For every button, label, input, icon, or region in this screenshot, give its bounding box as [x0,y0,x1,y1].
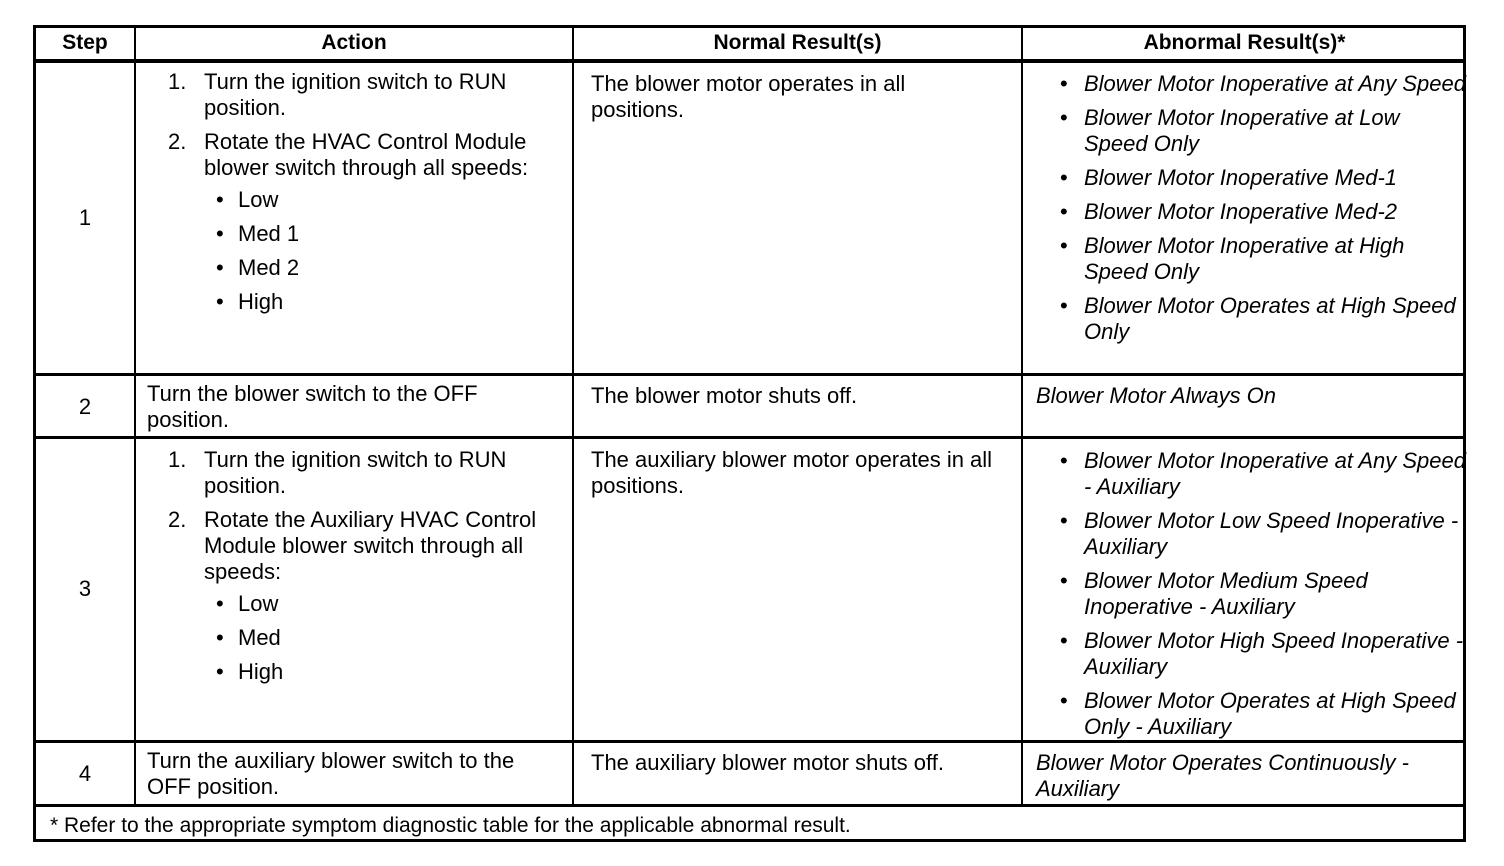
abnormal-result-item: • Blower Motor Medium Speed Inoperative - Auxiliary [1036,568,1466,620]
normal-result: The auxiliary blower motor operates in all positions. [591,447,993,498]
col-divider-3 [1021,28,1023,804]
header-step: Step [62,31,108,54]
speed-item: • Low [216,187,568,213]
abnormal-result: Blower Motor Operates Continuously - Auxiliary [1036,750,1409,801]
speed-item: • Med [216,625,568,651]
abnormal-results [1036,71,1466,353]
action-step: 1. Turn the ignition switch to RUN position. [168,69,507,120]
step-number: 2 [78,394,92,419]
step-number: 1 [78,205,92,230]
action-step: 2. Rotate the Auxiliary HVAC Control Module blower switch through all speeds: [168,507,537,584]
abnormal-result-item: • Blower Motor Inoperative at Any Speed [1036,71,1466,97]
abnormal-result: Blower Motor Always On [1036,383,1277,408]
header-divider [36,59,1463,63]
abnormal-result-item: • Blower Motor Inoperative at Low Speed Only [1036,105,1466,157]
step-number: 4 [78,761,92,786]
row-divider-2 [36,436,1463,439]
action-cell [168,69,568,323]
col-divider-1 [134,28,136,804]
step-number: 3 [78,576,92,601]
normal-result: The blower motor operates in all positions. [591,71,906,122]
action-cell: Turn the auxiliary blower switch to the OFF position. [147,748,515,799]
abnormal-results [1036,448,1466,748]
abnormal-result-item: • Blower Motor Inoperative Med-2 [1036,199,1466,225]
speed-item: • Med 1 [216,221,568,247]
footnote: * Refer to the appropriate symptom diagnostic table for the applicable abnormal result. [50,814,851,837]
action-cell [168,447,568,693]
diagnostic-table [33,25,1466,842]
speed-item: • Low [216,591,568,617]
col-divider-2 [572,28,574,804]
normal-result: The auxiliary blower motor shuts off. [591,750,944,775]
speed-item: • High [216,289,568,315]
action-cell: Turn the blower switch to the OFF position. [147,381,478,432]
header-action: Action [321,31,387,54]
footnote-divider [36,804,1463,807]
action-step: 1. Turn the ignition switch to RUN position. [168,447,507,498]
header-normal-results: Normal Result(s) [713,31,882,54]
abnormal-result-item: • Blower Motor Operates at High Speed Only - Auxiliary [1036,688,1466,740]
abnormal-result-item: • Blower Motor Inoperative Med-1 [1036,165,1466,191]
header-abnormal-results: Abnormal Result(s)* [1143,31,1346,54]
speed-item: • High [216,659,568,685]
abnormal-result-item: • Blower Motor Operates at High Speed Only [1036,293,1466,345]
abnormal-result-item: • Blower Motor Inoperative at Any Speed - Auxiliary [1036,448,1466,500]
abnormal-result-item: • Blower Motor Low Speed Inoperative - Auxiliary [1036,508,1466,560]
speed-item: • Med 2 [216,255,568,281]
row-divider-1 [36,373,1463,376]
action-step: 2. Rotate the HVAC Control Module blower switch through all speeds: [168,129,529,180]
abnormal-result-item: • Blower Motor High Speed Inoperative - Auxiliary [1036,628,1466,680]
abnormal-result-item: • Blower Motor Inoperative at High Speed Only [1036,233,1466,285]
normal-result: The blower motor shuts off. [591,383,858,408]
